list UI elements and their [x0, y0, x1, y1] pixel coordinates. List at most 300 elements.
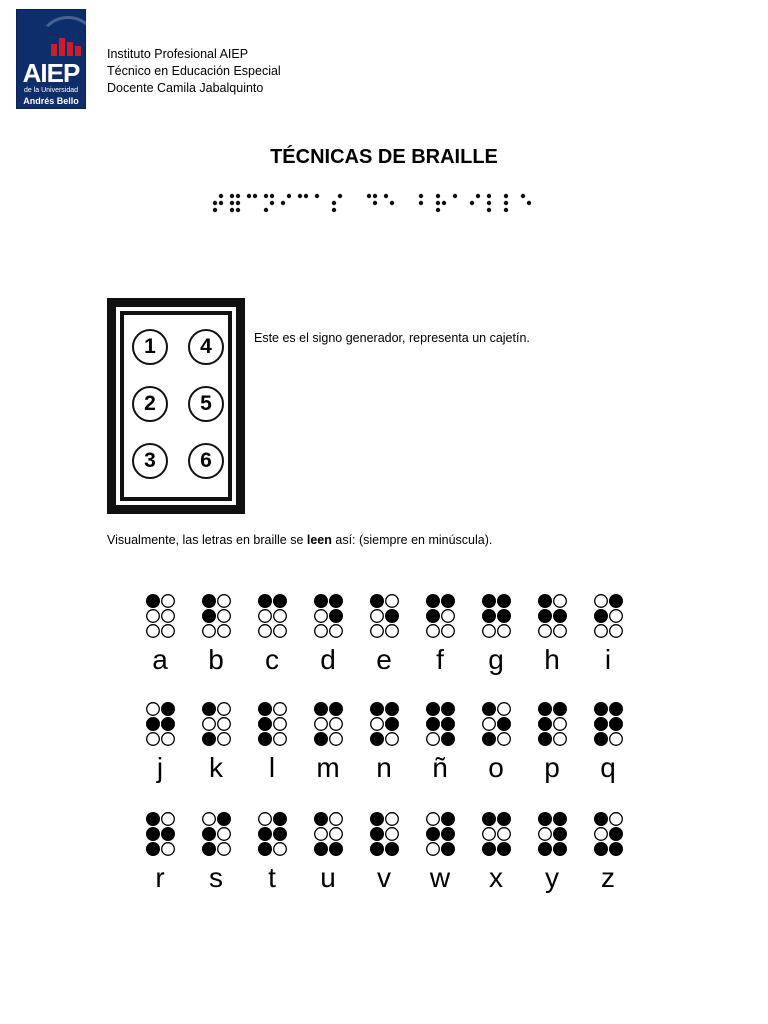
flat-dot	[218, 703, 231, 716]
raised-dot	[202, 702, 216, 716]
letter-label: p	[544, 752, 560, 783]
braille-dot	[332, 208, 336, 212]
dot-number: 4	[188, 329, 224, 365]
dot-number: 3	[132, 443, 168, 479]
braille-dot	[338, 194, 342, 198]
braille-letter-n	[364, 700, 404, 783]
intro-paragraph: Visualmente, las letras en braille se leen así: (siempre en minúscula).	[107, 533, 493, 547]
braille-dot	[436, 208, 440, 212]
braille-cell	[364, 592, 404, 642]
flat-dot	[315, 610, 328, 623]
raised-dot	[441, 732, 455, 746]
raised-dot	[314, 842, 328, 856]
braille-dot	[236, 201, 240, 205]
braille-letter-y	[532, 810, 572, 893]
braille-letter-v	[364, 810, 404, 893]
braille-dot	[219, 201, 223, 205]
braille-letter-e	[364, 592, 404, 675]
braille-letter-u	[308, 810, 348, 893]
flat-dot	[162, 595, 175, 608]
flat-dot	[162, 610, 175, 623]
raised-dot	[497, 812, 511, 826]
raised-dot	[202, 732, 216, 746]
raised-dot	[609, 594, 623, 608]
letter-label: b	[208, 644, 224, 675]
raised-dot	[385, 842, 399, 856]
logo-university: Andrés Bello	[23, 96, 79, 106]
raised-dot	[370, 594, 384, 608]
braille-cell	[252, 592, 292, 642]
braille-cell	[476, 810, 516, 860]
letter-label: l	[268, 752, 276, 783]
raised-dot	[609, 827, 623, 841]
letter-label: e	[376, 644, 392, 675]
braille-cell	[252, 700, 292, 750]
raised-dot	[258, 827, 272, 841]
braille-cell	[252, 810, 292, 860]
braille-alphabet	[140, 592, 650, 922]
raised-dot	[538, 812, 552, 826]
braille-dot	[442, 201, 446, 205]
braille-dot	[373, 194, 377, 198]
flat-dot	[274, 733, 287, 746]
braille-dot	[236, 194, 240, 198]
flat-dot	[259, 610, 272, 623]
flat-dot	[539, 625, 552, 638]
raised-dot	[482, 609, 496, 623]
braille-dot	[504, 201, 508, 205]
raised-dot	[482, 842, 496, 856]
flat-dot	[386, 813, 399, 826]
braille-letter-ñ	[420, 700, 460, 783]
braille-letter-t	[252, 810, 292, 893]
raised-dot	[538, 609, 552, 623]
braille-dot	[213, 208, 217, 212]
letter-label: j	[156, 752, 164, 783]
braille-letter-s	[196, 810, 236, 893]
letter-label: f	[436, 644, 444, 675]
flat-dot	[218, 718, 231, 731]
flat-dot	[218, 828, 231, 841]
braille-cell	[196, 700, 236, 750]
flat-dot	[554, 595, 567, 608]
braille-dot	[230, 194, 234, 198]
letter-label: d	[320, 644, 336, 675]
braille-generator-cell	[107, 298, 245, 514]
flat-dot	[330, 718, 343, 731]
braille-title	[212, 192, 557, 216]
raised-dot	[497, 594, 511, 608]
braille-dot	[264, 208, 268, 212]
braille-letter-h	[532, 592, 572, 675]
braille-dot	[436, 194, 440, 198]
raised-dot	[426, 594, 440, 608]
raised-dot	[426, 609, 440, 623]
flat-dot	[274, 625, 287, 638]
letter-label: a	[152, 644, 168, 675]
braille-dot	[247, 194, 251, 198]
raised-dot	[594, 732, 608, 746]
raised-dot	[538, 842, 552, 856]
flat-dot	[554, 718, 567, 731]
generator-caption: Este es el signo generador, representa un cajetín.	[254, 331, 530, 345]
braille-dot	[236, 208, 240, 212]
flat-dot	[595, 595, 608, 608]
braille-letter-r	[140, 810, 180, 893]
braille-dot	[219, 194, 223, 198]
braille-letter-w	[420, 810, 460, 893]
raised-dot	[329, 702, 343, 716]
flat-dot	[498, 703, 511, 716]
braille-dot	[384, 194, 388, 198]
braille-cell	[532, 700, 572, 750]
braille-dot	[332, 201, 336, 205]
flat-dot	[330, 813, 343, 826]
page-title: TÉCNICAS DE BRAILLE	[270, 146, 498, 168]
raised-dot	[258, 842, 272, 856]
braille-cell	[140, 700, 180, 750]
letter-label: g	[488, 644, 504, 675]
flat-dot	[162, 625, 175, 638]
raised-dot	[553, 827, 567, 841]
flat-dot	[483, 625, 496, 638]
raised-dot	[482, 594, 496, 608]
raised-dot	[385, 609, 399, 623]
raised-dot	[594, 717, 608, 731]
letter-label: k	[209, 752, 223, 783]
emphasis-leen: leen	[306, 533, 332, 547]
braille-cell	[364, 810, 404, 860]
braille-dot	[419, 194, 423, 198]
braille-cell	[420, 592, 460, 642]
flat-dot	[610, 625, 623, 638]
braille-dot	[436, 201, 440, 205]
flat-dot	[386, 625, 399, 638]
flat-dot	[315, 828, 328, 841]
braille-dot	[230, 208, 234, 212]
logo-building-icon	[51, 36, 81, 56]
raised-dot	[146, 717, 160, 731]
raised-dot	[441, 594, 455, 608]
raised-dot	[273, 594, 287, 608]
braille-dot	[504, 208, 508, 212]
raised-dot	[370, 812, 384, 826]
braille-dot	[453, 194, 457, 198]
letter-label: ñ	[432, 752, 448, 783]
braille-cell	[476, 592, 516, 642]
flat-dot	[162, 733, 175, 746]
braille-letter-a	[140, 592, 180, 675]
braille-letter-b	[196, 592, 236, 675]
raised-dot	[538, 702, 552, 716]
braille-dot	[373, 201, 377, 205]
raised-dot	[497, 609, 511, 623]
dot-number: 6	[188, 443, 224, 479]
flat-dot	[274, 610, 287, 623]
raised-dot	[202, 609, 216, 623]
raised-dot	[553, 812, 567, 826]
flat-dot	[274, 703, 287, 716]
raised-dot	[202, 594, 216, 608]
dot-number: 2	[132, 386, 168, 422]
raised-dot	[538, 732, 552, 746]
raised-dot	[441, 702, 455, 716]
braille-cell	[196, 810, 236, 860]
raised-dot	[161, 717, 175, 731]
raised-dot	[609, 702, 623, 716]
flat-dot	[371, 610, 384, 623]
flat-dot	[386, 828, 399, 841]
dot-number: 1	[132, 329, 168, 365]
flat-dot	[442, 610, 455, 623]
program-name: Técnico en Educación Especial	[107, 64, 281, 78]
flat-dot	[330, 733, 343, 746]
braille-letter-d	[308, 592, 348, 675]
flat-dot	[203, 718, 216, 731]
raised-dot	[202, 842, 216, 856]
braille-dot	[230, 201, 234, 205]
braille-dot	[315, 194, 319, 198]
flat-dot	[483, 828, 496, 841]
braille-letter-x	[476, 810, 516, 893]
raised-dot	[385, 702, 399, 716]
braille-cell	[588, 810, 628, 860]
letter-label: x	[489, 862, 503, 893]
flat-dot	[554, 733, 567, 746]
flat-dot	[610, 813, 623, 826]
flat-dot	[595, 625, 608, 638]
letter-label: n	[376, 752, 392, 783]
raised-dot	[426, 827, 440, 841]
braille-dot	[287, 194, 291, 198]
raised-dot	[258, 702, 272, 716]
raised-dot	[553, 842, 567, 856]
flat-dot	[610, 733, 623, 746]
flat-dot	[147, 610, 160, 623]
raised-dot	[441, 827, 455, 841]
flat-dot	[386, 733, 399, 746]
raised-dot	[370, 702, 384, 716]
flat-dot	[386, 595, 399, 608]
flat-dot	[498, 625, 511, 638]
flat-dot	[330, 625, 343, 638]
braille-dot	[367, 194, 371, 198]
braille-letter-j	[140, 700, 180, 783]
raised-dot	[609, 842, 623, 856]
braille-dot	[270, 201, 274, 205]
braille-letter-m	[308, 700, 348, 783]
letter-label: z	[601, 862, 615, 893]
raised-dot	[497, 717, 511, 731]
dot-number: 5	[188, 386, 224, 422]
braille-letter-o	[476, 700, 516, 783]
logo-subtitle: de la Universidad	[23, 87, 79, 94]
braille-dot	[504, 194, 508, 198]
flat-dot	[274, 843, 287, 856]
letter-label: h	[544, 644, 560, 675]
flat-dot	[371, 625, 384, 638]
flat-dot	[610, 610, 623, 623]
raised-dot	[594, 702, 608, 716]
raised-dot	[538, 594, 552, 608]
flat-dot	[218, 625, 231, 638]
raised-dot	[370, 842, 384, 856]
raised-dot	[385, 717, 399, 731]
braille-dot	[264, 194, 268, 198]
letter-label: t	[268, 862, 276, 893]
braille-cell	[588, 700, 628, 750]
letter-label: v	[377, 862, 391, 893]
raised-dot	[553, 609, 567, 623]
braille-cell	[588, 592, 628, 642]
flat-dot	[442, 625, 455, 638]
braille-cell	[532, 810, 572, 860]
braille-cell	[308, 700, 348, 750]
raised-dot	[314, 812, 328, 826]
braille-letter-g	[476, 592, 516, 675]
braille-letter-c	[252, 592, 292, 675]
raised-dot	[482, 812, 496, 826]
raised-dot	[202, 827, 216, 841]
braille-dot	[521, 194, 525, 198]
raised-dot	[314, 732, 328, 746]
braille-letter-p	[532, 700, 572, 783]
raised-dot	[314, 702, 328, 716]
braille-dot	[487, 201, 491, 205]
flat-dot	[427, 813, 440, 826]
raised-dot	[146, 812, 160, 826]
raised-dot	[329, 609, 343, 623]
braille-dot	[390, 201, 394, 205]
raised-dot	[594, 842, 608, 856]
flat-dot	[218, 595, 231, 608]
aiep-logo	[16, 9, 86, 109]
institution-name: Instituto Profesional AIEP	[107, 47, 249, 61]
letter-label: s	[209, 862, 223, 893]
flat-dot	[595, 828, 608, 841]
raised-dot	[426, 717, 440, 731]
braille-letter-f	[420, 592, 460, 675]
letter-label: w	[429, 862, 451, 893]
braille-letter-q	[588, 700, 628, 783]
braille-cell	[364, 700, 404, 750]
flat-dot	[315, 718, 328, 731]
flat-dot	[498, 733, 511, 746]
document-header	[107, 46, 281, 97]
braille-cell	[476, 700, 516, 750]
braille-dot	[253, 194, 257, 198]
flat-dot	[539, 828, 552, 841]
logo-wordmark: AIEP	[22, 58, 80, 88]
raised-dot	[146, 594, 160, 608]
braille-letter-z	[588, 810, 628, 893]
braille-cell	[308, 592, 348, 642]
letter-label: q	[600, 752, 616, 783]
raised-dot	[426, 702, 440, 716]
flat-dot	[147, 703, 160, 716]
letter-label: y	[545, 862, 559, 893]
flat-dot	[218, 610, 231, 623]
raised-dot	[329, 842, 343, 856]
raised-dot	[370, 732, 384, 746]
flat-dot	[427, 843, 440, 856]
raised-dot	[258, 732, 272, 746]
raised-dot	[482, 702, 496, 716]
flat-dot	[162, 813, 175, 826]
braille-dot	[527, 201, 531, 205]
raised-dot	[609, 717, 623, 731]
letter-label: i	[604, 644, 612, 675]
braille-letter-i	[588, 592, 628, 675]
raised-dot	[594, 609, 608, 623]
flat-dot	[203, 813, 216, 826]
flat-dot	[203, 625, 216, 638]
braille-letter-l	[252, 700, 292, 783]
raised-dot	[441, 812, 455, 826]
braille-cell	[196, 592, 236, 642]
raised-dot	[146, 827, 160, 841]
braille-cell	[140, 810, 180, 860]
flat-dot	[498, 828, 511, 841]
raised-dot	[329, 594, 343, 608]
braille-dot	[476, 194, 480, 198]
flat-dot	[330, 828, 343, 841]
flat-dot	[259, 813, 272, 826]
raised-dot	[258, 717, 272, 731]
flat-dot	[147, 733, 160, 746]
letter-label: c	[265, 644, 279, 675]
raised-dot	[441, 717, 455, 731]
flat-dot	[147, 625, 160, 638]
raised-dot	[441, 842, 455, 856]
braille-dot	[281, 201, 285, 205]
raised-dot	[273, 827, 287, 841]
letter-label: m	[316, 752, 340, 783]
flat-dot	[554, 625, 567, 638]
raised-dot	[314, 594, 328, 608]
braille-letter-k	[196, 700, 236, 783]
letter-label: u	[320, 862, 336, 893]
braille-dot	[487, 208, 491, 212]
raised-dot	[538, 717, 552, 731]
braille-dot	[419, 201, 423, 205]
letter-label: r	[155, 862, 165, 893]
braille-dot	[298, 194, 302, 198]
raised-dot	[161, 827, 175, 841]
raised-dot	[594, 812, 608, 826]
braille-cell	[140, 592, 180, 642]
braille-cell	[532, 592, 572, 642]
braille-dot	[270, 194, 274, 198]
flat-dot	[218, 733, 231, 746]
raised-dot	[370, 827, 384, 841]
letter-label: o	[488, 752, 504, 783]
flat-dot	[371, 718, 384, 731]
braille-dot	[470, 201, 474, 205]
flat-dot	[259, 625, 272, 638]
flat-dot	[218, 843, 231, 856]
flat-dot	[274, 718, 287, 731]
braille-dot	[213, 201, 217, 205]
raised-dot	[482, 732, 496, 746]
raised-dot	[258, 594, 272, 608]
flat-dot	[427, 625, 440, 638]
braille-dot	[487, 194, 491, 198]
raised-dot	[497, 842, 511, 856]
raised-dot	[273, 812, 287, 826]
braille-dot	[304, 194, 308, 198]
raised-dot	[161, 702, 175, 716]
